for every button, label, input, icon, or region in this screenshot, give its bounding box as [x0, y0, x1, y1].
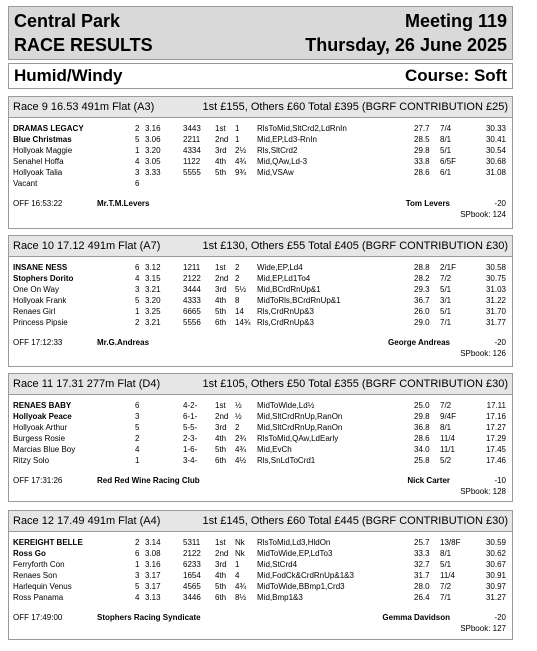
off-time: OFF 17:31:26	[13, 476, 63, 485]
finish-position: 1st	[215, 124, 226, 133]
bend-time: 3.06	[145, 135, 161, 144]
going-label: Course: Soft	[405, 66, 507, 85]
distance-beaten: Nk	[235, 538, 245, 547]
dog-weight: 36.7	[414, 296, 430, 305]
weather-label: Humid/Windy	[14, 66, 123, 85]
finish-position: 5th	[215, 307, 227, 316]
sectional-positions: 3444	[183, 285, 201, 294]
table-row	[9, 134, 512, 145]
dog-name: Vacant	[13, 179, 38, 188]
table-row	[9, 548, 512, 559]
race-remarks: RlsToMid,Ld3,HldOn	[257, 538, 331, 547]
race-remarks: Mid,SltCrdRnUp,RanOn	[257, 423, 343, 432]
distance-beaten: 1	[235, 124, 240, 133]
starting-price: 9/4F	[440, 412, 457, 421]
distance-beaten: 2	[235, 274, 240, 283]
starting-price: 13/8F	[440, 538, 461, 547]
distance-beaten: Nk	[235, 549, 245, 558]
run-time: 30.59	[485, 538, 506, 547]
race-title-bar	[9, 374, 512, 395]
finish-position: 3rd	[215, 423, 227, 432]
dog-name: INSANE NESS	[13, 263, 68, 272]
finish-position: 3rd	[215, 560, 227, 569]
race-remarks: Rls,CrdRnUp&3	[257, 318, 314, 327]
going-allowance: -10	[494, 476, 506, 485]
dog-weight: 28.2	[414, 274, 430, 283]
race-remarks: MidToWide,Ld½	[257, 401, 315, 410]
table-row	[9, 284, 512, 295]
distance-beaten: 4¾	[235, 157, 247, 166]
sectional-positions: 2-3-	[183, 434, 198, 443]
table-row	[9, 422, 512, 433]
bend-time: 3.20	[145, 146, 161, 155]
race-remarks: RlsToMid,QAw,LdEarly	[257, 434, 339, 443]
going-allowance: -20	[494, 199, 506, 208]
trainer-name: Stophers Racing Syndicate	[97, 613, 201, 622]
starting-price: 11/4	[440, 571, 455, 580]
distance-beaten: 2	[235, 423, 240, 432]
sectional-positions: 5555	[183, 168, 201, 177]
finish-position: 2nd	[215, 549, 229, 558]
race-remarks: Rls,SltCrd2	[257, 146, 298, 155]
table-row	[9, 400, 512, 411]
bend-time: 3.21	[145, 318, 161, 327]
owner-name: George Andreas	[388, 338, 450, 347]
run-time: 31.08	[485, 168, 506, 177]
finish-position: 4th	[215, 434, 227, 443]
sp-book: SPbook: 124	[460, 210, 506, 219]
run-time: 31.03	[485, 285, 506, 294]
trap-number: 5	[135, 135, 140, 144]
bend-time: 3.16	[145, 124, 161, 133]
owner-name: Gemma Davidson	[382, 613, 450, 622]
race-title: Race 12 17.49 491m Flat (A4)	[13, 515, 161, 527]
dog-name: Senahel Hoffa	[13, 157, 64, 166]
sectional-positions: 4334	[183, 146, 201, 155]
trap-number: 6	[135, 401, 140, 410]
bend-time: 3.08	[145, 549, 161, 558]
trap-number: 4	[135, 157, 140, 166]
dog-name: Ross Go	[13, 549, 46, 558]
bend-time: 3.13	[145, 593, 161, 602]
dog-name: Ferryforth Con	[13, 560, 65, 569]
dog-weight: 26.4	[414, 593, 430, 602]
race-remarks: Mid,EvCh	[257, 445, 292, 454]
finish-position: 4th	[215, 157, 227, 166]
dog-name: Hollyoak Frank	[13, 296, 67, 305]
starting-price: 8/1	[440, 423, 452, 432]
table-row	[9, 156, 512, 167]
distance-beaten: 5½	[235, 285, 247, 294]
bend-time: 3.33	[145, 168, 161, 177]
race-title: Race 10 17.12 491m Flat (A7)	[13, 240, 161, 252]
sectional-positions: 6-1-	[183, 412, 198, 421]
trap-number: 6	[135, 263, 140, 272]
dog-weight: 29.8	[414, 146, 430, 155]
trap-number: 6	[135, 179, 140, 188]
dog-weight: 28.5	[414, 135, 430, 144]
sectional-positions: 1211	[183, 263, 201, 272]
sectional-positions: 4-2-	[183, 401, 198, 410]
distance-beaten: 8	[235, 296, 240, 305]
race-remarks: Wide,EP,Ld4	[257, 263, 303, 272]
table-row	[9, 317, 512, 328]
dog-name: Blue Christmas	[13, 135, 72, 144]
finish-position: 2nd	[215, 412, 229, 421]
starting-price: 2/1F	[440, 263, 457, 272]
race-card-12	[8, 510, 513, 640]
run-time: 30.67	[485, 560, 506, 569]
run-time: 17.16	[485, 412, 506, 421]
race-card-9	[8, 96, 513, 229]
sectional-positions: 1654	[183, 571, 201, 580]
race-remarks: MidToWide,BBmp1,Crd3	[257, 582, 345, 591]
dog-weight: 33.3	[414, 549, 430, 558]
distance-beaten: 2½	[235, 146, 247, 155]
run-time: 30.75	[485, 274, 506, 283]
race-remarks: Mid,VSAw	[257, 168, 294, 177]
dog-weight: 36.8	[414, 423, 430, 432]
race-card-11	[8, 373, 513, 502]
table-row	[9, 411, 512, 422]
sectional-positions: 6665	[183, 307, 201, 316]
going-allowance: -20	[494, 338, 506, 347]
race-remarks: RlsToMid,SltCrd2,LdRnIn	[257, 124, 347, 133]
prize-money: 1st £145, Others £60 Total £445 (BGRF CONTRIBUTION £30)	[202, 515, 508, 527]
run-time: 31.77	[485, 318, 506, 327]
trap-number: 3	[135, 571, 140, 580]
dog-weight: 28.0	[414, 582, 430, 591]
distance-beaten: ½	[235, 412, 242, 421]
finish-position: 2nd	[215, 135, 229, 144]
dog-weight: 27.7	[414, 124, 430, 133]
table-row	[9, 592, 512, 603]
table-row	[9, 455, 512, 466]
bend-time: 3.14	[145, 538, 161, 547]
trap-number: 3	[135, 285, 140, 294]
results-table	[9, 123, 512, 189]
sectional-positions: 1-6-	[183, 445, 198, 454]
race-remarks: Mid,SltCrdRnUp,RanOn	[257, 412, 343, 421]
table-row	[9, 262, 512, 273]
dog-weight: 29.8	[414, 412, 430, 421]
table-row	[9, 178, 512, 189]
dog-name: DRAMAS LEGACY	[13, 124, 84, 133]
bend-time: 3.15	[145, 274, 161, 283]
sectional-positions: 4565	[183, 582, 201, 591]
finish-position: 4th	[215, 571, 227, 580]
table-row	[9, 537, 512, 548]
prize-money: 1st £105, Others £50 Total £355 (BGRF CONTRIBUTION £30)	[202, 378, 508, 390]
dog-name: Ritzy Solo	[13, 456, 50, 465]
dog-weight: 28.6	[414, 434, 430, 443]
distance-beaten: 4¾	[235, 445, 247, 454]
starting-price: 7/1	[440, 318, 452, 327]
trap-number: 4	[135, 274, 140, 283]
starting-price: 11/1	[440, 445, 455, 454]
distance-beaten: 14	[235, 307, 244, 316]
bend-time: 3.17	[145, 571, 161, 580]
table-row	[9, 145, 512, 156]
going-allowance: -20	[494, 613, 506, 622]
trap-number: 5	[135, 296, 140, 305]
race-remarks: Mid,BCrdRnUp&1	[257, 285, 321, 294]
dog-name: One On Way	[13, 285, 59, 294]
distance-beaten: 4	[235, 571, 240, 580]
starting-price: 5/1	[440, 307, 452, 316]
dog-name: Hollyoak Maggie	[13, 146, 73, 155]
trap-number: 1	[135, 307, 140, 316]
starting-price: 7/4	[440, 124, 452, 133]
bend-time: 3.16	[145, 560, 161, 569]
finish-position: 5th	[215, 445, 227, 454]
starting-price: 5/1	[440, 285, 452, 294]
off-time: OFF 16:53:22	[13, 199, 63, 208]
dog-name: Burgess Rosie	[13, 434, 66, 443]
run-time: 30.97	[485, 582, 506, 591]
trap-number: 4	[135, 445, 140, 454]
table-row	[9, 306, 512, 317]
finish-position: 5th	[215, 168, 227, 177]
race-remarks: Mid,QAw,Ld-3	[257, 157, 308, 166]
dog-name: Hollyoak Arthur	[13, 423, 68, 432]
trap-number: 3	[135, 168, 140, 177]
finish-position: 6th	[215, 593, 227, 602]
race-remarks: MidToWide,EP,LdTo3	[257, 549, 333, 558]
sectional-positions: 1122	[183, 157, 201, 166]
run-time: 30.91	[485, 571, 506, 580]
run-time: 30.62	[485, 549, 506, 558]
dog-name: Princess Pipsie	[13, 318, 68, 327]
race-title-bar	[9, 236, 512, 257]
finish-position: 1st	[215, 538, 226, 547]
race-remarks: Rls,CrdRnUp&3	[257, 307, 314, 316]
trap-number: 2	[135, 124, 140, 133]
sp-book: SPbook: 128	[460, 487, 506, 496]
track-name: Central Park	[14, 11, 121, 31]
document-title: RACE RESULTS	[14, 35, 153, 55]
sectional-positions: 5311	[183, 538, 201, 547]
dog-name: Hollyoak Peace	[13, 412, 72, 421]
distance-beaten: 14¾	[235, 318, 251, 327]
trap-number: 1	[135, 560, 140, 569]
trainer-name: Red Red Wine Racing Club	[97, 476, 200, 485]
dog-name: Marcias Blue Boy	[13, 445, 76, 454]
trap-number: 2	[135, 434, 140, 443]
results-header	[8, 6, 513, 60]
finish-position: 6th	[215, 318, 227, 327]
starting-price: 7/1	[440, 593, 452, 602]
run-time: 30.54	[485, 146, 506, 155]
dog-name: Harlequin Venus	[13, 582, 72, 591]
finish-position: 5th	[215, 582, 227, 591]
trap-number: 2	[135, 318, 140, 327]
starting-price: 3/1	[440, 296, 452, 305]
dog-name: Hollyoak Talia	[13, 168, 63, 177]
results-table	[9, 262, 512, 328]
sectional-positions: 4333	[183, 296, 201, 305]
dog-name: Stophers Dorito	[13, 274, 74, 283]
dog-weight: 33.8	[414, 157, 430, 166]
dog-name: Renaes Son	[13, 571, 58, 580]
starting-price: 5/1	[440, 146, 452, 155]
starting-price: 5/1	[440, 560, 452, 569]
meeting-number: Meeting 119	[404, 11, 507, 31]
race-remarks: MidToRls,BCrdRnUp&1	[257, 296, 341, 305]
conditions-bar	[8, 63, 513, 89]
sectional-positions: 5-5-	[183, 423, 198, 432]
race-remarks: Mid,FodCk&CrdRnUp&1&3	[257, 571, 354, 580]
distance-beaten: 4½	[235, 456, 247, 465]
dog-name: RENAES BABY	[13, 401, 72, 410]
run-time: 17.29	[485, 434, 506, 443]
table-row	[9, 559, 512, 570]
finish-position: 1st	[215, 401, 226, 410]
distance-beaten: 8½	[235, 593, 247, 602]
dog-weight: 29.0	[414, 318, 430, 327]
bend-time: 3.20	[145, 296, 161, 305]
off-time: OFF 17:12:33	[13, 338, 63, 347]
meeting-date: Thursday, 26 June 2025	[305, 35, 507, 55]
distance-beaten: 4¾	[235, 582, 247, 591]
results-table	[9, 537, 512, 603]
trap-number: 1	[135, 456, 140, 465]
finish-position: 6th	[215, 456, 227, 465]
run-time: 31.27	[485, 593, 506, 602]
prize-money: 1st £130, Others £55 Total £405 (BGRF CONTRIBUTION £30)	[202, 240, 508, 252]
dog-name: Ross Panama	[13, 593, 64, 602]
sectional-positions: 3-4-	[183, 456, 198, 465]
run-time: 31.70	[485, 307, 506, 316]
sectional-positions: 2122	[183, 274, 201, 283]
race-remarks: Mid,StCrd4	[257, 560, 298, 569]
run-time: 17.27	[485, 423, 506, 432]
sectional-positions: 6233	[183, 560, 201, 569]
trap-number: 3	[135, 412, 140, 421]
starting-price: 7/2	[440, 582, 452, 591]
table-row	[9, 444, 512, 455]
finish-position: 2nd	[215, 274, 229, 283]
trap-number: 6	[135, 549, 140, 558]
prize-money: 1st £155, Others £60 Total £395 (BGRF CONTRIBUTION £25)	[202, 101, 508, 113]
run-time: 31.22	[485, 296, 506, 305]
dog-name: Renaes Girl	[13, 307, 56, 316]
off-time: OFF 17:49:00	[13, 613, 63, 622]
table-row	[9, 581, 512, 592]
dog-weight: 32.7	[414, 560, 430, 569]
sectional-positions: 3443	[183, 124, 201, 133]
finish-position: 4th	[215, 296, 227, 305]
dog-weight: 25.8	[414, 456, 430, 465]
starting-price: 8/1	[440, 549, 452, 558]
run-time: 30.68	[485, 157, 506, 166]
dog-weight: 28.6	[414, 168, 430, 177]
distance-beaten: 2	[235, 263, 240, 272]
finish-position: 1st	[215, 263, 226, 272]
run-time: 30.58	[485, 263, 506, 272]
bend-time: 3.21	[145, 285, 161, 294]
owner-name: Nick Carter	[407, 476, 450, 485]
sectional-positions: 2122	[183, 549, 201, 558]
dog-weight: 28.8	[414, 263, 430, 272]
sectional-positions: 2211	[183, 135, 201, 144]
distance-beaten: 2¾	[235, 434, 247, 443]
distance-beaten: 1	[235, 135, 240, 144]
distance-beaten: 9¾	[235, 168, 247, 177]
sp-book: SPbook: 126	[460, 349, 506, 358]
sp-book: SPbook: 127	[460, 624, 506, 633]
results-table	[9, 400, 512, 466]
race-title: Race 9 16.53 491m Flat (A3)	[13, 101, 155, 113]
starting-price: 5/2	[440, 456, 452, 465]
starting-price: 7/2	[440, 401, 452, 410]
trap-number: 5	[135, 582, 140, 591]
finish-position: 3rd	[215, 285, 227, 294]
bend-time: 3.17	[145, 582, 161, 591]
table-row	[9, 167, 512, 178]
distance-beaten: ½	[235, 401, 242, 410]
starting-price: 7/2	[440, 274, 452, 283]
bend-time: 3.05	[145, 157, 161, 166]
run-time: 17.11	[486, 401, 506, 410]
dog-weight: 31.7	[414, 571, 430, 580]
starting-price: 6/1	[440, 168, 452, 177]
starting-price: 6/5F	[440, 157, 457, 166]
starting-price: 11/4	[440, 434, 455, 443]
trainer-name: Mr.T.M.Levers	[97, 199, 150, 208]
race-remarks: Rls,SnLdToCrd1	[257, 456, 316, 465]
table-row	[9, 295, 512, 306]
race-title-bar	[9, 511, 512, 532]
table-row	[9, 273, 512, 284]
sectional-positions: 3446	[183, 593, 201, 602]
starting-price: 8/1	[440, 135, 452, 144]
bend-time: 3.25	[145, 307, 161, 316]
finish-position: 3rd	[215, 146, 227, 155]
table-row	[9, 570, 512, 581]
table-row	[9, 433, 512, 444]
dog-weight: 34.0	[414, 445, 430, 454]
race-remarks: Mid,EP,Ld1To4	[257, 274, 311, 283]
trap-number: 1	[135, 146, 140, 155]
table-row	[9, 123, 512, 134]
dog-name: KEREIGHT BELLE	[13, 538, 83, 547]
run-time: 30.41	[485, 135, 506, 144]
dog-weight: 26.0	[414, 307, 430, 316]
run-time: 17.45	[485, 445, 506, 454]
owner-name: Tom Levers	[405, 199, 450, 208]
trap-number: 4	[135, 593, 140, 602]
sectional-positions: 5556	[183, 318, 201, 327]
race-card-10	[8, 235, 513, 367]
race-remarks: Mid,Bmp1&3	[257, 593, 303, 602]
race-title-bar	[9, 97, 512, 118]
trainer-name: Mr.G.Andreas	[97, 338, 150, 347]
race-title: Race 11 17.31 277m Flat (D4)	[13, 378, 161, 390]
bend-time: 3.12	[145, 263, 161, 272]
dog-weight: 25.7	[414, 538, 430, 547]
run-time: 17.46	[485, 456, 506, 465]
distance-beaten: 1	[235, 560, 240, 569]
dog-weight: 29.3	[414, 285, 430, 294]
trap-number: 2	[135, 538, 140, 547]
dog-weight: 25.0	[414, 401, 430, 410]
trap-number: 5	[135, 423, 140, 432]
run-time: 30.33	[485, 124, 506, 133]
race-remarks: Mid,EP,Ld3-RnIn	[257, 135, 317, 144]
